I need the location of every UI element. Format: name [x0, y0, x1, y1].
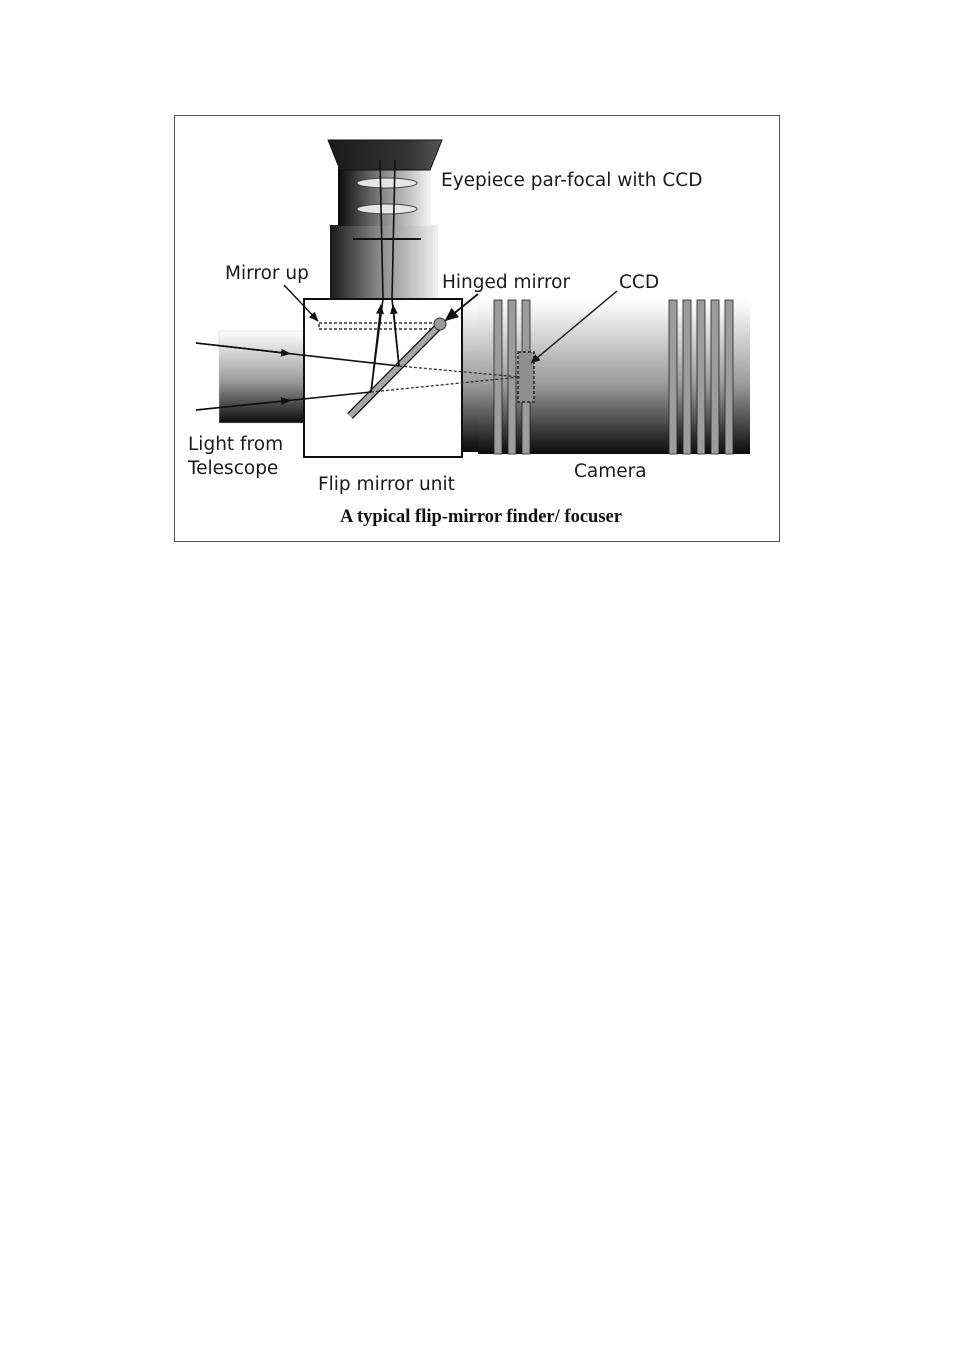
ccd-chip	[518, 352, 534, 402]
mirror-up-label: Mirror up	[225, 263, 309, 284]
camera-adapter	[462, 302, 479, 452]
eyepiece-label: Eyepiece par-focal with CCD	[441, 170, 703, 191]
telescope-tube	[219, 331, 305, 423]
telescope-label: Telescope	[188, 458, 279, 479]
ccd-label: CCD	[619, 272, 660, 293]
eyepiece-lens-lower	[357, 204, 417, 214]
hinged-mirror-label: Hinged mirror	[442, 272, 571, 293]
eyepiece-cup	[328, 140, 442, 170]
eyepiece-upper-barrel	[338, 166, 431, 226]
eyepiece-lens-upper	[357, 178, 417, 188]
camera-label: Camera	[574, 461, 647, 482]
flip-mirror-unit-label: Flip mirror unit	[318, 474, 455, 495]
light-from-label: Light from	[188, 434, 284, 455]
eyepiece-lower-barrel	[330, 225, 438, 300]
mirror-hinge	[434, 318, 446, 330]
figure-caption: A typical flip-mirror finder/ focuser	[340, 507, 622, 527]
